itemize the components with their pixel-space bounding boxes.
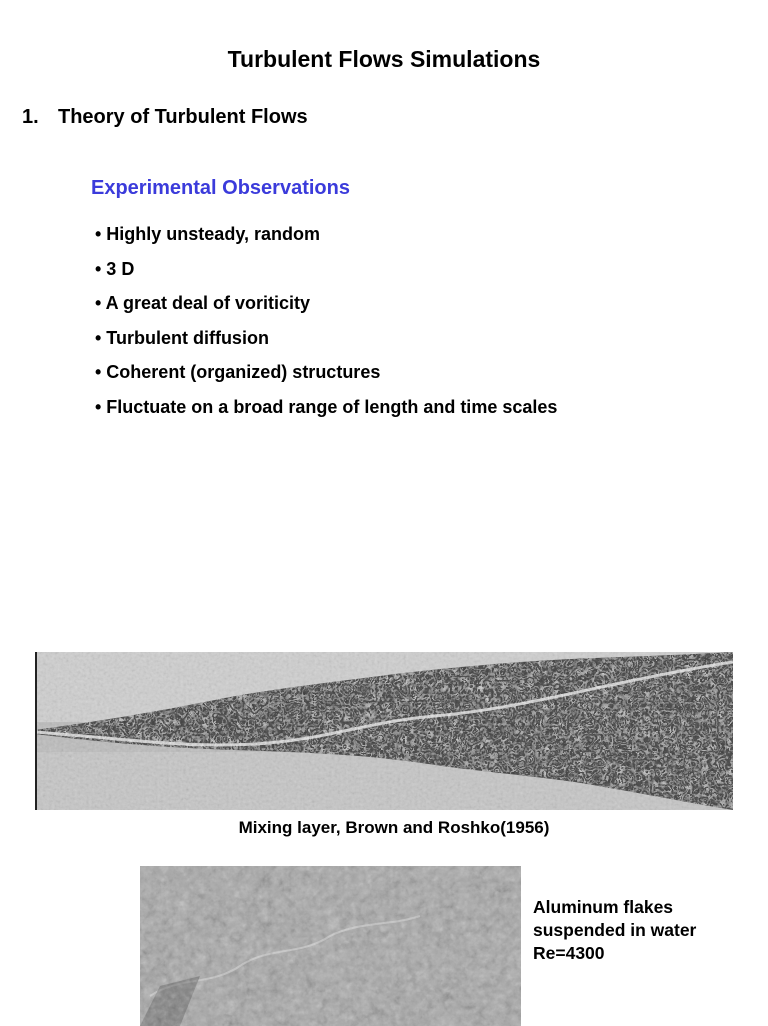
caption-line: Aluminum flakes	[533, 897, 674, 917]
mixing-layer-photo	[35, 652, 733, 810]
section-number: 1.	[22, 106, 39, 128]
list-item: • A great deal of voriticity	[95, 293, 311, 313]
list-item: • 3 D	[95, 258, 135, 279]
section-heading	[22, 106, 308, 129]
list-item: • Turbulent diffusion	[95, 327, 269, 348]
list-item: • Coherent (organized) structures	[95, 362, 381, 382]
figure1-caption: Mixing layer, Brown and Roshko(1956)	[238, 818, 550, 837]
figure2-caption	[533, 896, 696, 965]
mixing-layer-illustration	[35, 652, 733, 810]
aluminum-flakes-photo	[140, 866, 521, 1026]
subheading: Experimental Observations	[91, 177, 350, 199]
caption-line: Re=4300	[533, 943, 605, 963]
aluminum-flakes-illustration	[140, 866, 521, 1026]
section-label: Theory of Turbulent Flows	[58, 106, 308, 128]
page-title: Turbulent Flows Simulations	[227, 46, 541, 72]
list-item: • Highly unsteady, random	[95, 224, 320, 244]
caption-line: suspended in water	[533, 920, 697, 940]
list-item: • Fluctuate on a broad range of length and time scales	[95, 396, 558, 417]
observation-list	[95, 222, 557, 429]
